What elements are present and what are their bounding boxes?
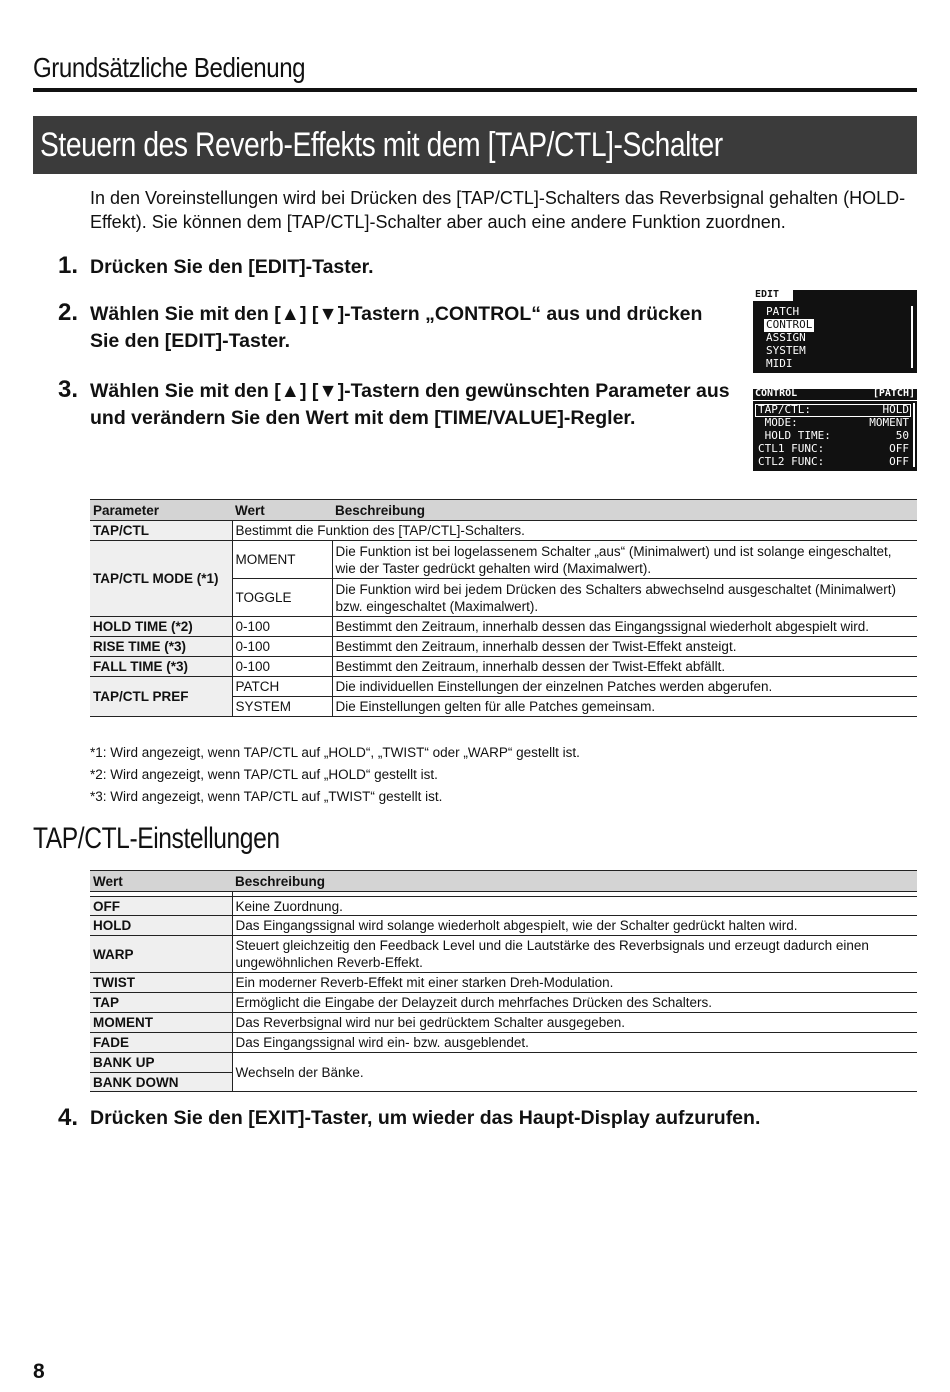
lcd-row-label: MODE: xyxy=(758,416,798,429)
footnote-2: *2: Wird angezeigt, wenn TAP/CTL auf „HOLD“ gestellt ist. xyxy=(90,767,438,782)
column-header: Beschreibung xyxy=(232,871,917,892)
param-value: 0-100 xyxy=(232,617,332,637)
column-header: Wert xyxy=(90,871,232,892)
setting-value: WARP xyxy=(90,936,232,973)
setting-desc: Ein moderner Reverb-Effekt mit einer starken Dreh-Modulation. xyxy=(232,973,917,993)
table-row xyxy=(90,541,917,579)
lcd-row-value: OFF xyxy=(889,442,909,455)
setting-desc: Steuert gleichzeitig den Feedback Level und die Lautstärke des Reverbsignals und erzeugt dadurch einen ungewöhnlichen Reverb-Effekt. xyxy=(232,936,917,973)
column-header: Parameter xyxy=(90,500,232,521)
table-row xyxy=(90,993,917,1013)
lcd-control-header: CONTROL xyxy=(755,388,798,399)
param-desc: Die Funktion wird bei jedem Drücken des Schalters abwechselnd ausgeschaltet (Minimalwert) bzw. eingeschaltet (Maximalwert). xyxy=(332,579,917,617)
table-row xyxy=(90,1013,917,1033)
step-4-text: Drücken Sie den [EXIT]-Taster, um wieder das Haupt-Display aufzurufen. xyxy=(90,1107,761,1129)
lcd-control-patch: [PATCH] xyxy=(872,388,915,399)
setting-value: TWIST xyxy=(90,973,232,993)
param-desc: Bestimmt die Funktion des [TAP/CTL]-Schalters. xyxy=(232,521,917,541)
step-1-number: 1. xyxy=(58,252,79,279)
setting-desc: Das Reverbsignal wird nur bei gedrücktem Schalter ausgegeben. xyxy=(232,1013,917,1033)
lcd-edit-item: SYSTEM xyxy=(766,344,806,357)
lcd-row-value: HOLD xyxy=(882,403,909,416)
step-3-text: Wählen Sie mit den [▲] [▼]-Tastern den gewünschten Parameter aus und verändern Sie den Wert mit dem [TIME/VALUE]-Regler. xyxy=(90,380,730,429)
page-title: Steuern des Reverb-Effekts mit dem [TAP/CTL]-Schalter xyxy=(40,126,723,164)
setting-desc: Das Eingangssignal wird solange wiederholt abgespielt, wie der Schalter gedrückt halten wird. xyxy=(232,916,917,936)
lcd-edit-item: MIDI xyxy=(766,357,793,370)
table-row xyxy=(90,1053,917,1073)
param-desc: Die Einstellungen gelten für alle Patches gemeinsam. xyxy=(332,697,917,717)
table-row xyxy=(90,617,917,637)
param-desc: Bestimmt den Zeitraum, innerhalb dessen der Twist-Effekt ansteigt. xyxy=(332,637,917,657)
lcd-scrollbar xyxy=(911,306,913,368)
param-desc: Die Funktion ist bei logelassenem Schalter „aus“ (Minimalwert) und ist solange eingeschaltet, wie der Taster gedrückt gehalten wird (Maximalwert). xyxy=(332,541,917,579)
lcd-control-screen xyxy=(753,389,917,471)
setting-value: HOLD xyxy=(90,916,232,936)
param-desc: Die individuellen Einstellungen der einzelnen Patches werden abgerufen. xyxy=(332,677,917,697)
setting-desc: Wechseln der Bänke. xyxy=(232,1053,917,1092)
lcd-row-value: MOMENT xyxy=(869,416,909,429)
param-value: TOGGLE xyxy=(232,579,332,617)
step-1-text: Drücken Sie den [EDIT]-Taster. xyxy=(90,256,374,278)
header-rule xyxy=(33,88,917,92)
setting-desc: Ermöglicht die Eingabe der Delayzeit durch mehrfaches Drücken des Schalters. xyxy=(232,993,917,1013)
table-row xyxy=(90,1033,917,1053)
param-value: SYSTEM xyxy=(232,697,332,717)
param-name: FALL TIME (*3) xyxy=(90,657,232,677)
lcd-edit-header: EDIT xyxy=(755,289,780,300)
parameter-table xyxy=(90,499,917,717)
param-desc: Bestimmt den Zeitraum, innerhalb dessen der Twist-Effekt abfällt. xyxy=(332,657,917,677)
lcd-row-value: 50 xyxy=(895,429,909,442)
lcd-row-label: HOLD TIME: xyxy=(758,429,831,442)
param-value: 0-100 xyxy=(232,637,332,657)
step-2-number: 2. xyxy=(58,299,79,326)
lcd-edit-item-selected: CONTROL xyxy=(766,318,813,331)
param-value: 0-100 xyxy=(232,657,332,677)
lcd-scrollbar xyxy=(913,403,915,467)
setting-value: MOMENT xyxy=(90,1013,232,1033)
setting-value: BANK DOWN xyxy=(90,1073,232,1092)
setting-desc: Das Eingangssignal wird ein- bzw. ausgeblendet. xyxy=(232,1033,917,1053)
settings-table xyxy=(90,870,917,1092)
param-desc: Bestimmt den Zeitraum, innerhalb dessen das Eingangssignal wiederholt abgespielt wird. xyxy=(332,617,917,637)
param-name: RISE TIME (*3) xyxy=(90,637,232,657)
intro-paragraph: In den Voreinstellungen wird bei Drücken des [TAP/CTL]-Schalters das Reverbsignal gehalten (HOLD-Effekt). Sie können dem [TAP/CTL]-Schalter aber auch eine andere Funktion zuordnen. xyxy=(90,188,906,232)
param-name: TAP/CTL xyxy=(90,521,232,541)
column-header: Wert xyxy=(232,500,332,521)
step-2-text: Wählen Sie mit den [▲] [▼]-Tastern „CONTROL“ aus und drücken Sie den [EDIT]-Taster. xyxy=(90,303,703,352)
column-header: Beschreibung xyxy=(332,500,917,521)
setting-value: BANK UP xyxy=(90,1053,232,1073)
section-header: Grundsätzliche Bedienung xyxy=(33,52,306,83)
table-row xyxy=(90,637,917,657)
param-name: TAP/CTL PREF xyxy=(90,677,232,717)
subheading: TAP/CTL-Einstellungen xyxy=(33,822,280,855)
table-row xyxy=(90,657,917,677)
lcd-edit-screen xyxy=(753,290,917,373)
setting-desc: Keine Zuordnung. xyxy=(232,897,917,916)
table-row xyxy=(90,897,917,916)
param-name: HOLD TIME (*2) xyxy=(90,617,232,637)
setting-value: TAP xyxy=(90,993,232,1013)
lcd-row-label: CTL2 FUNC: xyxy=(758,455,825,468)
footnote-1: *1: Wird angezeigt, wenn TAP/CTL auf „HOLD“, „TWIST“ oder „WARP“ gestellt ist. xyxy=(90,745,580,760)
table-row xyxy=(90,916,917,936)
param-value: MOMENT xyxy=(232,541,332,579)
lcd-edit-item: ASSIGN xyxy=(766,331,806,344)
param-name: TAP/CTL MODE (*1) xyxy=(90,541,232,617)
table-row xyxy=(90,677,917,697)
setting-value: FADE xyxy=(90,1033,232,1053)
table-row xyxy=(90,973,917,993)
lcd-edit-item: PATCH xyxy=(766,305,800,318)
table-row xyxy=(90,521,917,541)
param-value: PATCH xyxy=(232,677,332,697)
lcd-row-label: TAP/CTL: xyxy=(758,403,811,416)
step-3-number: 3. xyxy=(58,376,79,403)
lcd-row-label: CTL1 FUNC: xyxy=(758,442,825,455)
step-4-number: 4. xyxy=(58,1104,79,1131)
lcd-row-value: OFF xyxy=(889,455,909,468)
table-row xyxy=(90,936,917,973)
setting-value: OFF xyxy=(90,897,232,916)
footnote-3: *3: Wird angezeigt, wenn TAP/CTL auf „TWIST“ gestellt ist. xyxy=(90,789,443,804)
page-number: 8 xyxy=(33,1360,45,1383)
